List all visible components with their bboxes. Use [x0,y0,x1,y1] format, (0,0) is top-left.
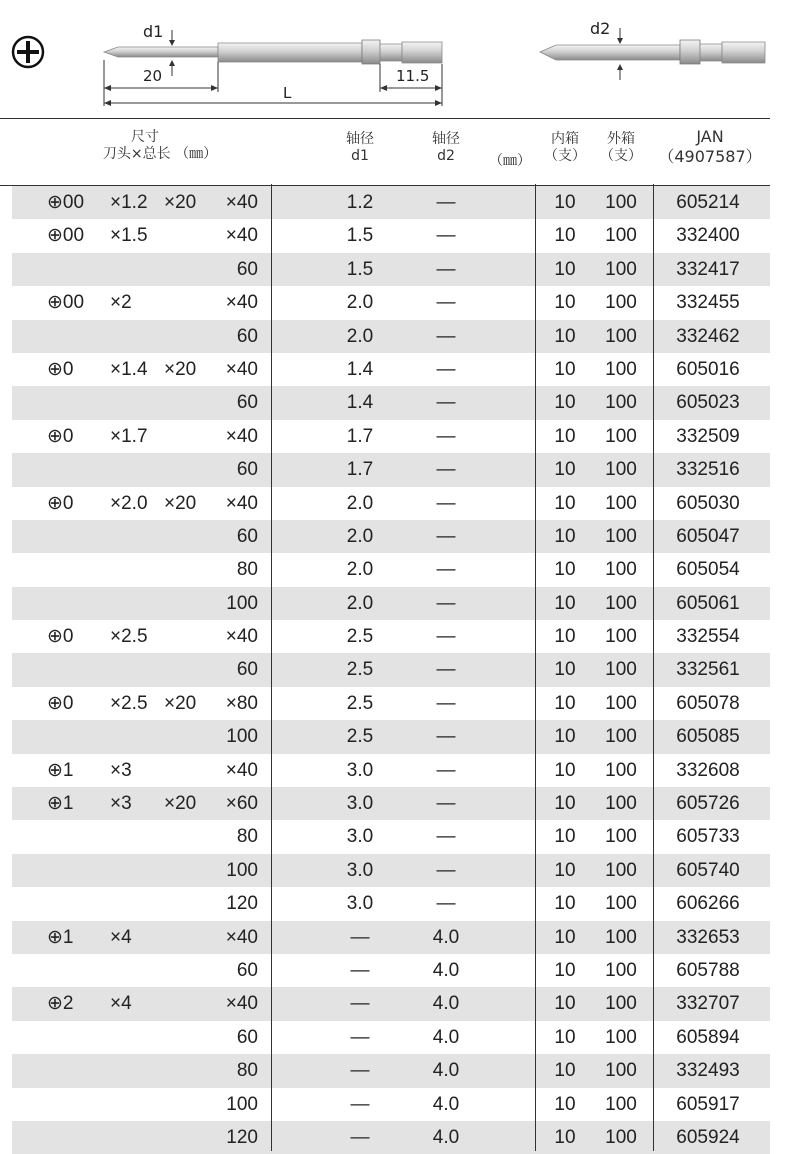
cell-d1: 2.0 [346,492,374,514]
cell-d1: 1.7 [346,459,374,481]
cell-tip: ⊕1 [47,759,74,781]
cell-outer: 100 [605,592,637,614]
cell-jan: 332462 [676,325,740,347]
header-inner-bottom: （支） [544,148,586,164]
cell-size: ×1.4 [110,358,148,380]
cell-jan: 332554 [676,626,740,648]
cell-size: ×2.5 [110,626,148,648]
table-row [12,386,770,419]
dim-L-label: L [283,84,292,102]
cell-d1: 2.0 [346,325,374,347]
header-size [60,129,230,163]
header-outer [596,131,646,165]
cell-inner: 10 [554,525,576,547]
table-row [12,887,770,920]
cell-jan: 332493 [676,1060,740,1082]
cell-d1: 3.0 [346,859,374,881]
header-d1-bottom: d1 [351,148,369,164]
table-row [12,253,770,286]
cell-mid: ×20 [164,692,197,714]
table-row [12,353,770,386]
cell-d2: 4.0 [432,959,460,981]
cell-inner: 10 [554,1126,576,1148]
cell-d2: — [436,492,456,514]
cell-length: ×40 [225,292,258,314]
cell-d1: — [350,1060,370,1082]
table-row [12,754,770,787]
cell-jan: 332608 [676,759,740,781]
cell-d1: 2.0 [346,559,374,581]
cell-inner: 10 [554,1026,576,1048]
column-divider-unit [535,184,536,1151]
header-d1-top: 轴径 [346,131,374,147]
cell-length: ×40 [225,192,258,213]
cell-d2: — [436,626,456,648]
cell-jan: 605085 [676,726,740,748]
cell-d2: — [436,292,456,314]
cell-d2: — [436,826,456,848]
table-row [12,987,770,1020]
cell-outer: 100 [605,292,637,314]
cell-length: ×40 [225,926,258,948]
cell-size: ×3 [110,759,132,781]
phillips-cross-icon [13,37,43,67]
cell-outer: 100 [605,959,637,981]
cell-size: ×2 [110,292,132,314]
cell-outer: 100 [605,1093,637,1115]
cell-d1: 1.2 [346,192,374,213]
table-row [12,587,770,620]
cell-jan: 605726 [676,793,740,815]
header-d2-bottom: d2 [437,148,455,164]
header-inner-top: 内箱 [551,131,579,147]
cell-jan: 605733 [676,826,740,848]
cell-length: 60 [236,525,258,547]
cell-inner: 10 [554,459,576,481]
table-row [12,553,770,586]
cell-size: ×4 [110,926,132,948]
table-row [12,1121,770,1154]
cell-d2: — [436,325,456,347]
cell-outer: 100 [605,659,637,681]
cell-length: 80 [236,826,258,848]
cell-d2: — [436,659,456,681]
cell-d1: — [350,993,370,1015]
cell-length: 100 [226,592,258,614]
cell-d1: 2.0 [346,592,374,614]
cell-d1: 3.0 [346,793,374,815]
cell-length: ×40 [225,759,258,781]
cell-inner: 10 [554,926,576,948]
cell-d1: — [350,926,370,948]
cell-length: ×40 [225,492,258,514]
cell-tip: ⊕00 [47,192,85,213]
cell-d1: — [350,1026,370,1048]
cell-inner: 10 [554,358,576,380]
cell-jan: 605054 [676,559,740,581]
cell-jan: 605917 [676,1093,740,1115]
cell-d1: — [350,959,370,981]
header-outer-bottom: （支） [600,148,642,164]
cell-d2: — [436,726,456,748]
header-d2 [416,131,476,165]
cell-d1: 1.4 [346,358,374,380]
cell-d1: 2.5 [346,659,374,681]
cell-size: ×2.5 [110,692,148,714]
d1-label: d1 [143,22,164,41]
cell-inner: 10 [554,592,576,614]
cell-length: ×40 [225,358,258,380]
cell-tip: ⊕00 [47,292,85,314]
cell-jan: 332707 [676,993,740,1015]
header-jan [655,127,765,167]
header-jan-bottom: （4907587） [658,147,762,166]
cell-inner: 10 [554,959,576,981]
cell-inner: 10 [554,258,576,280]
cell-jan: 605924 [676,1126,740,1148]
cell-d2: 4.0 [432,926,460,948]
cell-length: 60 [236,392,258,414]
cell-inner: 10 [554,425,576,447]
bit-diagram-svg [0,0,790,118]
cell-length: ×40 [225,993,258,1015]
cell-jan: 332653 [676,926,740,948]
cell-outer: 100 [605,759,637,781]
table-row [12,921,770,954]
cell-outer: 100 [605,859,637,881]
cell-d2: — [436,559,456,581]
cell-tip: ⊕1 [47,926,74,948]
cell-d1: 2.0 [346,525,374,547]
cell-size: ×3 [110,793,132,815]
header-unit: （㎜） [489,153,531,169]
header-outer-top: 外箱 [607,131,635,147]
cell-inner: 10 [554,292,576,314]
table-row [12,720,770,753]
cell-d1: 3.0 [346,826,374,848]
table-row [12,320,770,353]
cell-d1: 2.5 [346,692,374,714]
cell-size: ×4 [110,993,132,1015]
cell-d2: — [436,893,456,915]
bit-diagram [0,0,790,118]
table-row [12,520,770,553]
cell-length: 60 [236,325,258,347]
table-row [12,854,770,887]
cell-jan: 605740 [676,859,740,881]
cell-mid: ×20 [164,358,197,380]
table-row [12,954,770,987]
cell-inner: 10 [554,559,576,581]
dim-20-label: 20 [143,67,163,85]
cell-jan: 605214 [676,192,740,213]
table-row [12,787,770,820]
cell-outer: 100 [605,926,637,948]
cell-outer: 100 [605,492,637,514]
cell-mid: ×20 [164,492,197,514]
cell-outer: 100 [605,1126,637,1148]
cell-length: 60 [236,659,258,681]
cell-length: 120 [226,893,258,915]
cell-tip: ⊕0 [47,358,74,380]
dim-11-5-label: 11.5 [396,67,430,85]
table-row [12,219,770,252]
cell-inner: 10 [554,492,576,514]
cell-outer: 100 [605,626,637,648]
header-inner [540,131,590,165]
cell-d1: — [350,1126,370,1148]
header-d2-top: 轴径 [432,131,460,147]
cell-d1: 1.5 [346,258,374,280]
cell-jan: 332561 [676,659,740,681]
table-row [12,820,770,853]
cell-outer: 100 [605,358,637,380]
column-divider-jan [653,184,654,1151]
cell-jan: 332509 [676,425,740,447]
cell-inner: 10 [554,826,576,848]
cell-length: ×40 [225,425,258,447]
cell-jan: 605016 [676,358,740,380]
cell-d1: 3.0 [346,893,374,915]
cell-d2: 4.0 [432,993,460,1015]
cell-d1: — [350,1093,370,1115]
cell-d2: 4.0 [432,1126,460,1148]
cell-d1: 2.0 [346,292,374,314]
cell-mid: ×20 [164,192,197,213]
cell-d2: — [436,392,456,414]
cell-d1: 1.4 [346,392,374,414]
cell-d2: — [436,258,456,280]
cell-jan: 332455 [676,292,740,314]
cell-outer: 100 [605,559,637,581]
cell-jan: 332400 [676,225,740,247]
cell-jan: 605023 [676,392,740,414]
cell-d2: — [436,192,456,213]
table-row [12,186,770,219]
cell-length: ×60 [225,793,258,815]
cell-outer: 100 [605,392,637,414]
cell-jan: 605788 [676,959,740,981]
cell-jan: 605078 [676,692,740,714]
cell-outer: 100 [605,192,637,213]
cell-outer: 100 [605,258,637,280]
cell-d2: — [436,425,456,447]
cell-length: 100 [226,726,258,748]
cell-length: ×80 [225,692,258,714]
cell-inner: 10 [554,859,576,881]
cell-inner: 10 [554,993,576,1015]
cell-jan: 606266 [676,893,740,915]
table-row [12,1088,770,1121]
d2-label: d2 [590,19,611,38]
cell-inner: 10 [554,659,576,681]
cell-outer: 100 [605,993,637,1015]
cell-inner: 10 [554,392,576,414]
cell-jan: 332417 [676,258,740,280]
cell-d2: 4.0 [432,1093,460,1115]
cell-d2: — [436,859,456,881]
cell-inner: 10 [554,692,576,714]
table-row [12,653,770,686]
cell-outer: 100 [605,425,637,447]
cell-length: 100 [226,859,258,881]
cell-tip: ⊕0 [47,492,74,514]
cell-length: 120 [226,1126,258,1148]
cell-d2: — [436,459,456,481]
cell-inner: 10 [554,893,576,915]
cell-d2: — [436,358,456,380]
cell-outer: 100 [605,459,637,481]
cell-inner: 10 [554,726,576,748]
header-size-sub: 刀头×总长 （㎜） [102,146,218,162]
cell-size: ×1.2 [110,192,148,213]
header-d1 [330,131,390,165]
cell-jan: 605061 [676,592,740,614]
cell-d2: — [436,225,456,247]
cell-tip: ⊕0 [47,692,74,714]
cell-inner: 10 [554,759,576,781]
cell-tip: ⊕0 [47,626,74,648]
cell-d2: — [436,592,456,614]
cell-outer: 100 [605,1060,637,1082]
cell-outer: 100 [605,325,637,347]
cell-length: 80 [236,1060,258,1082]
cell-jan: 605030 [676,492,740,514]
cell-outer: 100 [605,726,637,748]
table-header [0,118,770,186]
cell-length: 60 [236,959,258,981]
cell-outer: 100 [605,793,637,815]
table-body [12,186,770,1154]
right-bit-drawing [540,28,765,80]
table-row [12,1021,770,1054]
cell-size: ×2.0 [110,492,148,514]
cell-inner: 10 [554,192,576,213]
table-row [12,453,770,486]
cell-inner: 10 [554,1093,576,1115]
cell-mid: ×20 [164,793,197,815]
cell-jan: 332516 [676,459,740,481]
cell-d1: 2.5 [346,626,374,648]
cell-jan: 605894 [676,1026,740,1048]
cell-length: 100 [226,1093,258,1115]
header-jan-top: JAN [696,127,724,146]
cell-inner: 10 [554,225,576,247]
cell-length: ×40 [225,225,258,247]
cell-d2: 4.0 [432,1026,460,1048]
cell-outer: 100 [605,1026,637,1048]
cell-length: ×40 [225,626,258,648]
cell-d2: — [436,759,456,781]
cell-outer: 100 [605,826,637,848]
cell-d1: 1.7 [346,425,374,447]
table-row [12,687,770,720]
cell-outer: 100 [605,893,637,915]
table-row [12,1054,770,1087]
cell-length: 80 [236,559,258,581]
cell-d1: 3.0 [346,759,374,781]
header-size-title: 尺寸 [131,129,159,145]
cell-d1: 2.5 [346,726,374,748]
cell-outer: 100 [605,225,637,247]
cell-d2: 4.0 [432,1060,460,1082]
cell-outer: 100 [605,525,637,547]
column-divider-size [271,184,272,1151]
table-row [12,487,770,520]
cell-inner: 10 [554,793,576,815]
cell-length: 60 [236,258,258,280]
cell-tip: ⊕1 [47,793,74,815]
cell-jan: 605047 [676,525,740,547]
cell-inner: 10 [554,626,576,648]
cell-size: ×1.7 [110,425,148,447]
cell-d2: — [436,525,456,547]
cell-inner: 10 [554,325,576,347]
table-row [12,620,770,653]
table-row [12,286,770,319]
cell-length: 60 [236,459,258,481]
cell-d2: — [436,793,456,815]
cell-d1: 1.5 [346,225,374,247]
table-row [12,420,770,453]
cell-tip: ⊕00 [47,225,85,247]
cell-inner: 10 [554,1060,576,1082]
cell-tip: ⊕2 [47,993,74,1015]
cell-size: ×1.5 [110,225,148,247]
cell-d2: — [436,692,456,714]
cell-outer: 100 [605,692,637,714]
cell-length: 60 [236,1026,258,1048]
cell-tip: ⊕0 [47,425,74,447]
